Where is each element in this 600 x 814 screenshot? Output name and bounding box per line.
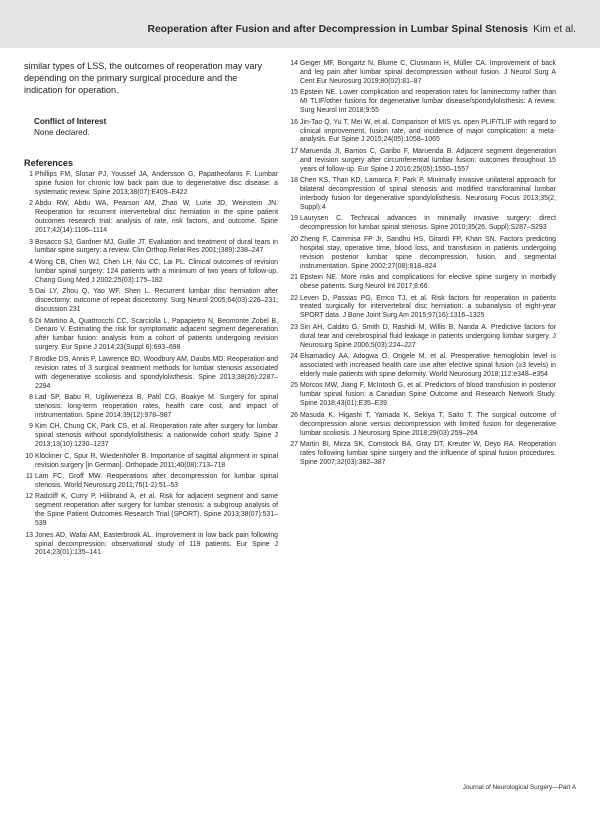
reference-item (24, 532, 278, 559)
reference-item (24, 318, 278, 354)
reference-text: Lam FC, Groff MW. Reoperations after decompression for lumbar spinal stenosis. World Neurosurg 2011;76(1-2):51–53 (35, 473, 278, 489)
reference-text: Klöckner C, Spur R, Wiedenhöfer B. Importance of sagittal alignment in spinal revision surgery [in German]. Orthopade 2011;40(08):713–718 (35, 452, 278, 469)
reference-item (289, 177, 556, 213)
running-header-bar (0, 0, 600, 48)
reference-number: 16 (290, 118, 298, 126)
reference-text: Laurysen C. Technical advances in minimally invasive surgery: direct decompression for lumbar spinal stenosis. Spine 2010;35(26, Suppl):S287–S293 (300, 215, 556, 232)
references-heading: References (24, 158, 74, 168)
reference-text: Masuda K, Higashi T, Yamada K, Sekiya T, Saito T. The surgical outcome of decompression alone versus decompression with limited fusion for degenerative lumbar scoliosis. J Neurosurg Spine 2018;29(03):259–264 (300, 411, 556, 437)
reference-item (289, 148, 556, 175)
reference-number: 22 (290, 294, 298, 302)
reference-item (24, 259, 278, 286)
reference-text: Geiger MF, Bongartz N, Blume C, Clusmann H, Müller CA. Improvement of back and leg pain after lumbar spinal decompression without fusion. J Neurol Surg A Cent Eur Neurosurg 2019;80(02):81–87 (300, 60, 556, 85)
reference-item (289, 324, 556, 351)
conflict-of-interest-heading: Conflict of Interest (34, 117, 107, 126)
reference-text: Radcliff K, Curry P, Hilibrand A, et al. Risk for adjacent segment and same segment reoperation after surgery for lumbar stenosis: a subgroup analysis of the Spine Patient Outcomes Research Trial (SPORT). Spine 2013;38(07):531–539 (35, 493, 278, 528)
reference-number: 7 (29, 355, 33, 363)
reference-number: 18 (290, 177, 298, 185)
reference-number: 15 (290, 89, 298, 97)
reference-number: 8 (29, 394, 33, 401)
reference-number: 24 (290, 353, 298, 361)
reference-number: 23 (290, 323, 298, 331)
reference-item (289, 353, 556, 380)
reference-number: 2 (29, 200, 33, 208)
reference-item (289, 441, 556, 468)
reference-text: Epstein NE. Lower complication and reoperation rates for laminectomy rather than MI TLIF/other fusions for degenerative lumbar disease/spondylolisthesis: A review. Surg Neurol Int 2018;9:55 (300, 89, 556, 115)
reference-text: Maruenda JI, Barrios C, Garibo F, Maruenda B. Adjacent segment degeneration and revision surgery after circumferential lumbar fusion: outcomes throughout 15 years of follow-up. Eur Spine J 2016;25(05):1550–1557 (300, 147, 556, 173)
reference-number: 26 (290, 411, 298, 419)
reference-number: 20 (290, 235, 298, 243)
reference-number: 25 (290, 382, 298, 390)
references-list-left (24, 171, 278, 558)
reference-number: 21 (290, 274, 298, 282)
reference-text: Jones AD, Wafai AM, Easterbrook AL. Improvement in low back pain following spinal decompression: observational study of 119 patients. Eur Spine J 2014;23(01):135–141 (35, 531, 278, 557)
running-header-authors: Kim et al. (533, 24, 576, 35)
reference-text: Zheng F, Cammisa FP Jr, Sandhu HS, Girardi FP, Khan SN. Factors predicting hospital stay, operative time, blood loss, and transfusion in patients undergoing revision posterior lumbar spine decompression, fusion, and segmental instrumentation. Spine 2002;27(08):818–824 (300, 235, 556, 270)
reference-number: 14 (290, 60, 298, 67)
reference-text: Brodke DS, Annis P, Lawrence BD, Woodbury AM, Daubs MD. Reoperation and revision rates of 3 surgical treatment methods for lumbar stenosis associated with degenerative scoliosis and spondylolisthesis. Spine 2013;38(26):2287–2294 (35, 355, 278, 390)
reference-item (289, 295, 556, 322)
reference-item (24, 423, 278, 450)
reference-number: 10 (25, 452, 33, 460)
reference-item (289, 274, 556, 292)
reference-number: 11 (25, 473, 33, 481)
reference-text: Chen KS, Than KD, Lamarca F, Park P. Minimally invasive unilateral approach for bilateral decompression of spinal stenosis and modified transforaminal lumbar interbody fusion for degenerative spondylolisthesis. Neurosurg Focus 2013;35(2, Suppl):4 (300, 177, 556, 211)
reference-item (289, 236, 556, 272)
reference-number: 17 (290, 147, 298, 155)
reference-text: Dai LY, Zhou Q, Yao WF, Shen L. Recurrent lumbar disc herniation after discectomy: outcome of repeat discectomy. Surg Neurol 2005;64(03):226–231; discussion 231 (35, 288, 278, 314)
reference-item (289, 119, 556, 146)
right-column (289, 60, 556, 470)
reference-item (24, 356, 278, 392)
reference-number: 9 (29, 423, 33, 431)
reference-text: Phillips FM, Slosar PJ, Youssef JA, Andersson G, Papatheofanis F. Lumbar spine fusion for chronic low back pain due to degenerative disc disease: a systematic review. Spine 2013;38(07):E409–E422 (35, 171, 278, 196)
reference-text: Di Martino A, Quattrocchi CC, Scarciolla L, Papapietro N, Beomonte Zobel B, Denaro V. Estimating the risk for symptomatic adjacent segment degeneration after lumbar fusion: analysis from a cohort of patients undergoing revision surgery. Eur Spine J 2014;23(Suppl 6):693–698 (35, 317, 278, 352)
reference-item (289, 60, 556, 87)
reference-item (289, 382, 556, 409)
reference-number: 3 (29, 238, 33, 246)
reference-number: 13 (25, 531, 33, 539)
reference-text: Abdu RW, Abdu WA, Pearson AM, Zhao W, Lurie JD, Weinstein JN. Reoperation for recurrent intervertebral disc herniation in the spine patient outcomes research trial: analysis of rate, risk factors, and outcome. Spine 2017;42(14):1106–1114 (35, 200, 278, 235)
reference-text: Kim CH, Chung CK, Park CS, et al. Reoperation rate after surgery for lumbar spinal stenosis without spondylolisthesis: a nationwide cohort study. Spine J 2013;13(10):1230–1237 (35, 423, 278, 449)
reference-text: Morcos MW, Jiang F, McIntosh G, et al. Predictors of blood transfusion in posterior lumbar spinal fusion: a Canadian Spine Outcome and Research Network Study. Spine 2018;43(01):E35–E39 (300, 382, 556, 408)
reference-item (24, 493, 278, 529)
reference-text: Leven D, Passias PG, Errico TJ, et al. Risk factors for reoperation in patients treated surgically for intervertebral disc herniation: a subanalysis of eight-year SPORT data. J Bone Joint Surg Am 2015;97(16):1316–1325 (300, 294, 556, 320)
reference-item (24, 394, 278, 421)
reference-text: Wong CB, Chen WJ, Chen LH, Niu CC, Lai PL. Clinical outcomes of revision lumbar spinal surgery: 124 patients with a minimum of two years of follow-up. Chang Gung Med J 2002;25(03):175–182 (35, 258, 278, 284)
reference-item (289, 89, 556, 116)
reference-text: Sin AH, Caldito G, Smith D, Rashidi M, Willis B, Nanda A. Predictive factors for dural tear and cerebrospinal fluid leakage in patients undergoing lumbar surgery. J Neurosurg Spine 2006;5(03):224–227 (300, 323, 556, 349)
reference-text: Martin BI, Mirza SK, Comstock BA, Gray DT, Kreuter W, Deyo RA. Reoperation rates following lumbar spine surgery and the influence of spinal fusion procedures. Spine 2007;32(03):382–387 (300, 441, 556, 466)
reference-number: 6 (29, 317, 33, 325)
reference-item (24, 473, 278, 491)
running-header-title: Reoperation after Fusion and after Decompression in Lumbar Spinal Stenosis (147, 24, 528, 35)
reference-number: 5 (29, 288, 33, 296)
reference-text: Jin-Tao Q, Yu T, Mei W, et al. Comparison of MIS vs. open PLIF/TLIF with regard to clinical improvement, fusion rate, and incidence of major complication: a meta-analysis. Eur Spine J 2015;24(05):1058–1065 (300, 118, 556, 144)
journal-footer: Journal of Neurological Surgery—Part A (462, 784, 576, 791)
reference-item (24, 171, 278, 198)
reference-item (24, 288, 278, 315)
reference-number: 27 (290, 441, 298, 449)
reference-number: 19 (290, 215, 298, 223)
intro-paragraph: similar types of LSS, the outcomes of reoperation may vary depending on the primary surgical procedure and the indication for operation. (24, 61, 263, 95)
reference-text: Lad SP, Babu R, Ugiliweneza B, Patil CG, Boakye M. Surgery for spinal stenosis: long-term reoperation rates, health care cost, and impact of instrumentation. Spine 2014;39(12):978–987 (35, 394, 278, 419)
reference-item (24, 200, 278, 236)
references-list-right (289, 60, 556, 468)
reference-item (289, 412, 556, 439)
reference-text: Elsamadicy AA, Adogwa O, Ongele M, et al. Preoperative hemoglobin level is associated with increased health care use after elective spinal fusion (≥3 levels) in elderly male patients with spine deformity. World Neurosurg 2018;112:e348–e354 (300, 353, 556, 378)
reference-number: 1 (29, 171, 33, 178)
reference-item (289, 215, 556, 233)
reference-item (24, 453, 278, 471)
reference-item (24, 239, 278, 257)
reference-number: 4 (29, 258, 33, 266)
reference-text: Epstein NE. More risks and complications for elective spine surgery in morbidly obese patients. Surg Neurol Int 2017;8:66 (300, 274, 556, 290)
conflict-of-interest-text: None declared. (34, 128, 90, 137)
reference-text: Bosacco SJ, Gardner MJ, Guille JT. Evaluation and treatment of dural tears in lumbar spine surgery: a review. Clin Orthop Relat Res 2001;(389):238–247 (35, 238, 278, 255)
left-column (24, 60, 278, 561)
reference-number: 12 (25, 493, 33, 501)
